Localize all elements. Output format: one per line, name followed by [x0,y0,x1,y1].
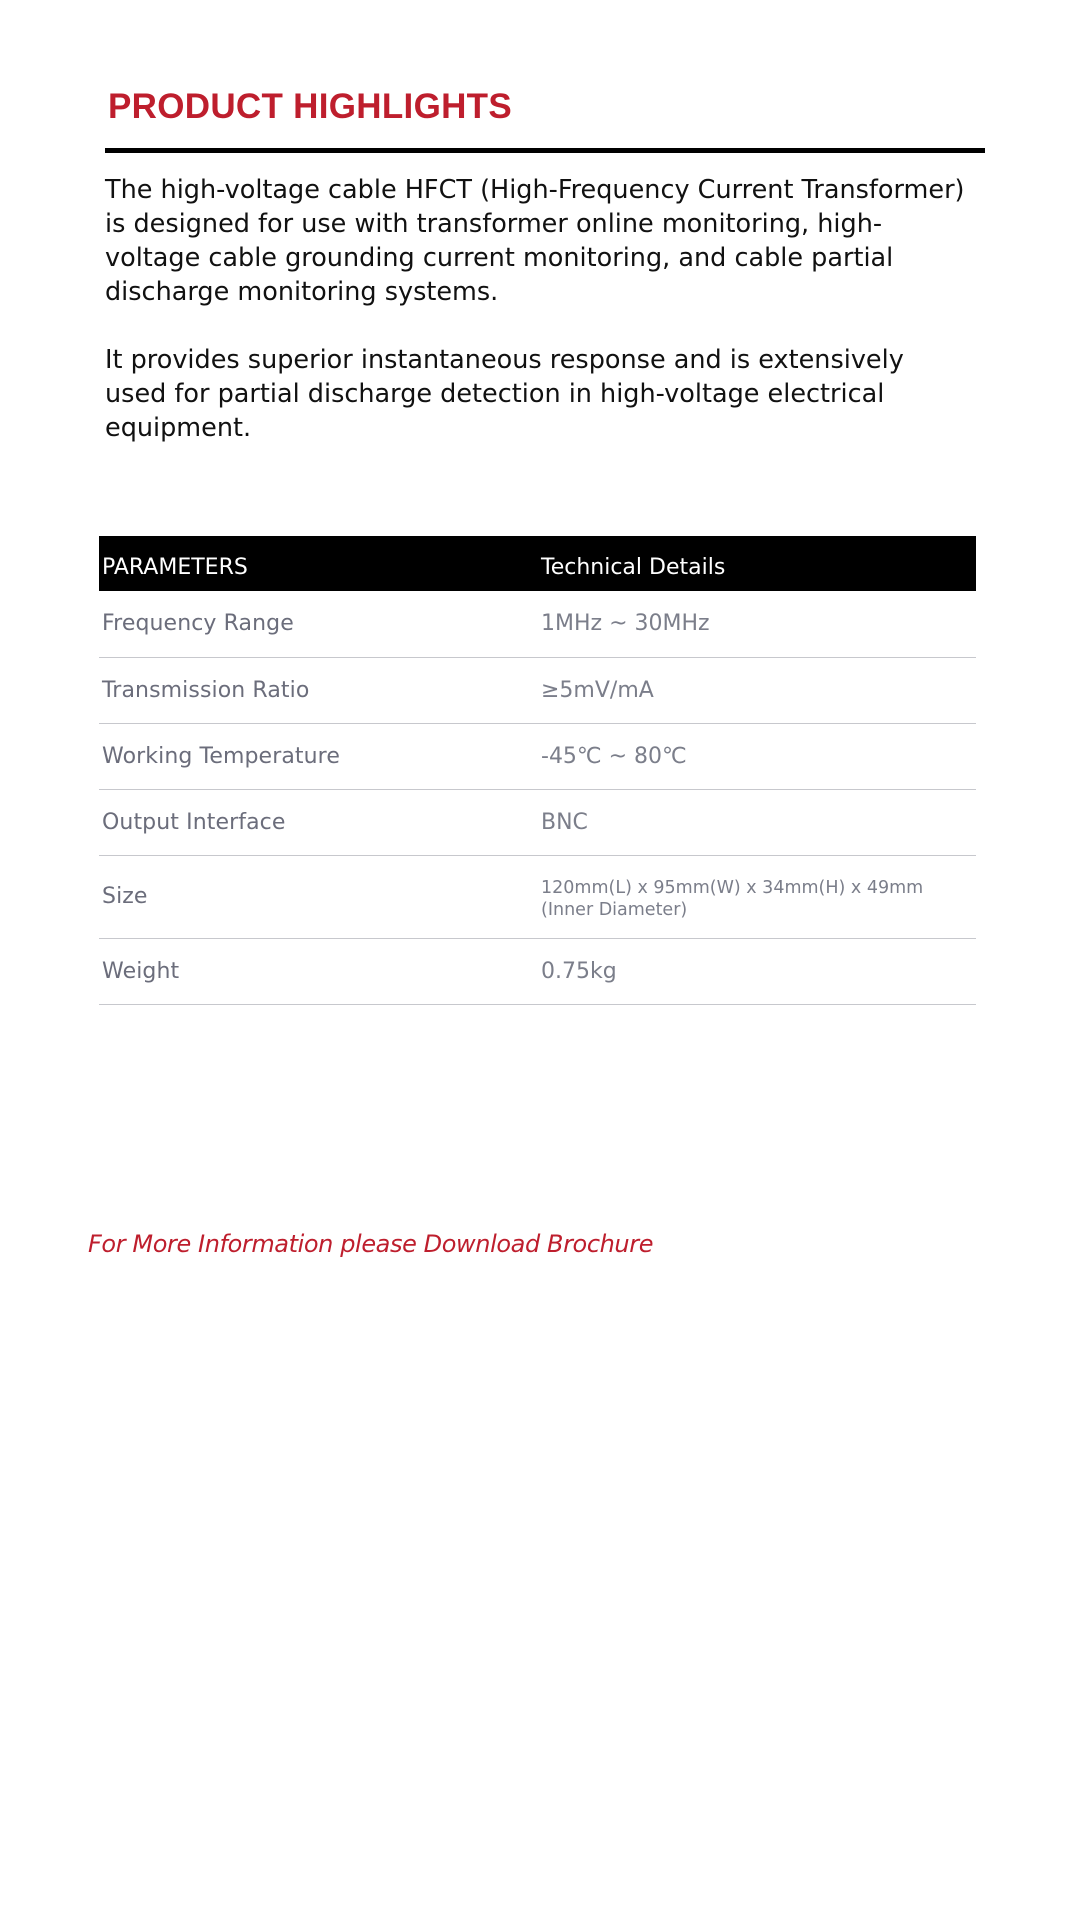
value-weight: 0.75kg [538,938,976,1004]
description-paragraph-2: It provides superior instantaneous response and is extensively used for partial discharge detection in high-voltage electrical equipment. [105,345,904,443]
technical-specs-table [99,536,976,1005]
parameters-column-header: PARAMETERS [99,536,538,591]
param-frequency-range: Frequency Range [99,591,538,657]
table-row [99,591,976,657]
value-working-temperature: -45℃ ~ 80℃ [538,723,976,789]
param-weight: Weight [99,938,538,1004]
download-brochure-link[interactable]: For More Information please Download Brochure [88,1230,654,1258]
param-size: Size [99,855,538,938]
value-output-interface: BNC [538,789,976,855]
table-row [99,855,976,938]
table-row [99,723,976,789]
title-divider [105,148,985,153]
table-header-row [99,536,976,591]
product-highlights-section [105,82,985,445]
param-output-interface: Output Interface [99,789,538,855]
table-row [99,789,976,855]
description-paragraph-1: The high-voltage cable HFCT (High-Frequency Current Transformer) is designed for use with transformer online monitoring, high-voltage cable grounding current monitoring, and cable partial discharge monitoring systems. [105,175,965,307]
technical-details-column-header: Technical Details [538,536,976,591]
param-transmission-ratio: Transmission Ratio [99,657,538,723]
table-row [99,657,976,723]
product-highlights-title: PRODUCT HIGHLIGHTS [108,87,513,126]
value-transmission-ratio: ≥5mV/mA [538,657,976,723]
param-working-temperature: Working Temperature [99,723,538,789]
table-row [99,938,976,1004]
value-frequency-range: 1MHz ~ 30MHz [538,591,976,657]
value-size: 120mm(L) x 95mm(W) x 34mm(H) x 49mm (Inner Diameter) [538,855,976,938]
